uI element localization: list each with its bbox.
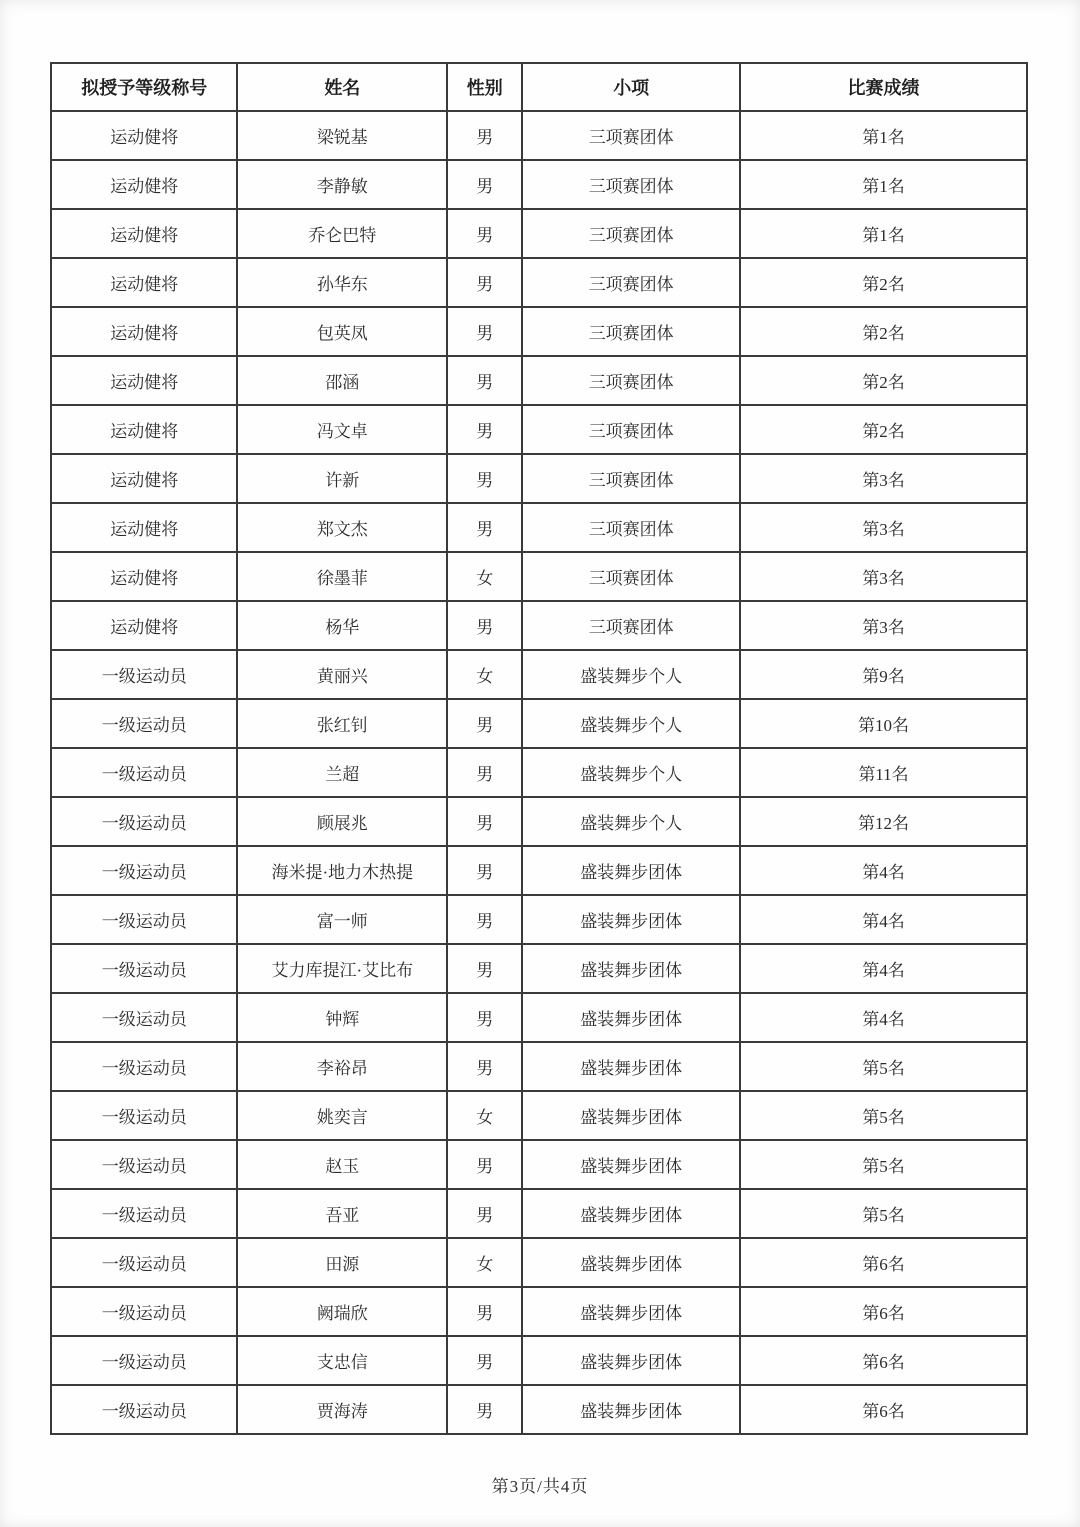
cell-gender: 男 xyxy=(447,1287,522,1336)
cell-rank-title: 运动健将 xyxy=(51,307,237,356)
cell-name: 李裕昂 xyxy=(237,1042,447,1091)
cell-event: 三项赛团体 xyxy=(522,209,740,258)
cell-gender: 男 xyxy=(447,699,522,748)
cell-name: 海米提·地力木热提 xyxy=(237,846,447,895)
cell-event: 三项赛团体 xyxy=(522,307,740,356)
cell-event: 三项赛团体 xyxy=(522,405,740,454)
cell-rank-title: 运动健将 xyxy=(51,552,237,601)
cell-event: 三项赛团体 xyxy=(522,503,740,552)
col-header-title: 拟授予等级称号 xyxy=(51,63,237,111)
cell-name: 张红钊 xyxy=(237,699,447,748)
cell-gender: 男 xyxy=(447,1189,522,1238)
table-row xyxy=(51,601,1027,650)
cell-rank-title: 一级运动员 xyxy=(51,1238,237,1287)
cell-event: 盛装舞步团体 xyxy=(522,1385,740,1434)
cell-gender: 男 xyxy=(447,748,522,797)
cell-rank-title: 一级运动员 xyxy=(51,797,237,846)
cell-gender: 男 xyxy=(447,405,522,454)
cell-event: 盛装舞步团体 xyxy=(522,993,740,1042)
cell-result: 第6名 xyxy=(740,1385,1027,1434)
cell-gender: 男 xyxy=(447,209,522,258)
cell-event: 三项赛团体 xyxy=(522,111,740,160)
cell-event: 盛装舞步团体 xyxy=(522,1287,740,1336)
cell-rank-title: 运动健将 xyxy=(51,258,237,307)
table-row xyxy=(51,503,1027,552)
cell-rank-title: 一级运动员 xyxy=(51,699,237,748)
cell-gender: 男 xyxy=(447,846,522,895)
cell-result: 第1名 xyxy=(740,209,1027,258)
cell-name: 邵涵 xyxy=(237,356,447,405)
cell-rank-title: 一级运动员 xyxy=(51,1385,237,1434)
cell-name: 孙华东 xyxy=(237,258,447,307)
cell-name: 黄丽兴 xyxy=(237,650,447,699)
page-number: 第3页/共4页 xyxy=(491,1477,589,1496)
cell-rank-title: 一级运动员 xyxy=(51,944,237,993)
cell-gender: 女 xyxy=(447,650,522,699)
cell-name: 姚奕言 xyxy=(237,1091,447,1140)
table-row xyxy=(51,356,1027,405)
cell-name: 兰超 xyxy=(237,748,447,797)
cell-result: 第3名 xyxy=(740,552,1027,601)
cell-gender: 男 xyxy=(447,601,522,650)
col-header-name: 姓名 xyxy=(237,63,447,111)
cell-rank-title: 运动健将 xyxy=(51,454,237,503)
cell-name: 钟辉 xyxy=(237,993,447,1042)
cell-gender: 男 xyxy=(447,993,522,1042)
cell-rank-title: 一级运动员 xyxy=(51,748,237,797)
cell-name: 支忠信 xyxy=(237,1336,447,1385)
col-header-gender: 性别 xyxy=(447,63,522,111)
table-row xyxy=(51,1336,1027,1385)
cell-event: 三项赛团体 xyxy=(522,356,740,405)
cell-gender: 男 xyxy=(447,160,522,209)
table-body xyxy=(51,111,1027,1434)
cell-result: 第6名 xyxy=(740,1238,1027,1287)
cell-gender: 女 xyxy=(447,552,522,601)
cell-result: 第3名 xyxy=(740,503,1027,552)
cell-gender: 男 xyxy=(447,797,522,846)
cell-event: 盛装舞步团体 xyxy=(522,846,740,895)
table-row xyxy=(51,1385,1027,1434)
cell-rank-title: 运动健将 xyxy=(51,503,237,552)
cell-result: 第9名 xyxy=(740,650,1027,699)
cell-rank-title: 一级运动员 xyxy=(51,1189,237,1238)
cell-name: 杨华 xyxy=(237,601,447,650)
cell-name: 吾亚 xyxy=(237,1189,447,1238)
cell-gender: 男 xyxy=(447,1336,522,1385)
cell-result: 第6名 xyxy=(740,1336,1027,1385)
cell-result: 第10名 xyxy=(740,699,1027,748)
table-row xyxy=(51,552,1027,601)
cell-rank-title: 运动健将 xyxy=(51,405,237,454)
table-row xyxy=(51,1238,1027,1287)
table-row xyxy=(51,258,1027,307)
table-row xyxy=(51,111,1027,160)
cell-gender: 男 xyxy=(447,258,522,307)
cell-rank-title: 一级运动员 xyxy=(51,993,237,1042)
table-row xyxy=(51,797,1027,846)
cell-event: 盛装舞步个人 xyxy=(522,748,740,797)
cell-event: 三项赛团体 xyxy=(522,454,740,503)
cell-gender: 男 xyxy=(447,503,522,552)
table-row xyxy=(51,748,1027,797)
cell-event: 三项赛团体 xyxy=(522,160,740,209)
header-row xyxy=(51,63,1027,111)
cell-event: 三项赛团体 xyxy=(522,258,740,307)
cell-result: 第5名 xyxy=(740,1140,1027,1189)
cell-result: 第11名 xyxy=(740,748,1027,797)
cell-rank-title: 一级运动员 xyxy=(51,1287,237,1336)
cell-gender: 女 xyxy=(447,1091,522,1140)
cell-event: 盛装舞步个人 xyxy=(522,650,740,699)
cell-name: 郑文杰 xyxy=(237,503,447,552)
cell-result: 第4名 xyxy=(740,944,1027,993)
cell-name: 乔仑巴特 xyxy=(237,209,447,258)
table-row xyxy=(51,944,1027,993)
cell-rank-title: 一级运动员 xyxy=(51,1091,237,1140)
cell-result: 第2名 xyxy=(740,405,1027,454)
cell-result: 第2名 xyxy=(740,258,1027,307)
cell-rank-title: 运动健将 xyxy=(51,601,237,650)
cell-gender: 男 xyxy=(447,307,522,356)
table-row xyxy=(51,1140,1027,1189)
cell-gender: 男 xyxy=(447,356,522,405)
cell-name: 李静敏 xyxy=(237,160,447,209)
cell-result: 第4名 xyxy=(740,895,1027,944)
cell-event: 三项赛团体 xyxy=(522,552,740,601)
cell-result: 第5名 xyxy=(740,1189,1027,1238)
cell-gender: 男 xyxy=(447,1385,522,1434)
col-header-result: 比赛成绩 xyxy=(740,63,1027,111)
cell-event: 盛装舞步团体 xyxy=(522,895,740,944)
cell-rank-title: 一级运动员 xyxy=(51,1042,237,1091)
cell-event: 盛装舞步团体 xyxy=(522,1091,740,1140)
cell-name: 包英凤 xyxy=(237,307,447,356)
cell-gender: 男 xyxy=(447,1042,522,1091)
cell-name: 贾海涛 xyxy=(237,1385,447,1434)
cell-event: 盛装舞步团体 xyxy=(522,1140,740,1189)
cell-result: 第5名 xyxy=(740,1091,1027,1140)
cell-name: 许新 xyxy=(237,454,447,503)
cell-name: 富一师 xyxy=(237,895,447,944)
table-row xyxy=(51,650,1027,699)
cell-rank-title: 运动健将 xyxy=(51,111,237,160)
cell-event: 盛装舞步团体 xyxy=(522,1336,740,1385)
cell-gender: 男 xyxy=(447,944,522,993)
cell-result: 第1名 xyxy=(740,160,1027,209)
cell-gender: 男 xyxy=(447,1140,522,1189)
table-row xyxy=(51,1287,1027,1336)
table-row xyxy=(51,209,1027,258)
athlete-rank-table xyxy=(50,62,1028,1435)
cell-name: 艾力库提江·艾比布 xyxy=(237,944,447,993)
table-row xyxy=(51,160,1027,209)
table-row xyxy=(51,454,1027,503)
cell-result: 第4名 xyxy=(740,846,1027,895)
table-row xyxy=(51,895,1027,944)
cell-event: 盛装舞步团体 xyxy=(522,944,740,993)
cell-result: 第1名 xyxy=(740,111,1027,160)
cell-result: 第2名 xyxy=(740,307,1027,356)
cell-result: 第2名 xyxy=(740,356,1027,405)
cell-name: 徐墨菲 xyxy=(237,552,447,601)
table-row xyxy=(51,307,1027,356)
cell-result: 第5名 xyxy=(740,1042,1027,1091)
cell-rank-title: 运动健将 xyxy=(51,209,237,258)
table-row xyxy=(51,846,1027,895)
table-row xyxy=(51,1042,1027,1091)
cell-name: 田源 xyxy=(237,1238,447,1287)
cell-result: 第12名 xyxy=(740,797,1027,846)
table-row xyxy=(51,699,1027,748)
cell-name: 阙瑞欣 xyxy=(237,1287,447,1336)
cell-result: 第4名 xyxy=(740,993,1027,1042)
cell-event: 盛装舞步个人 xyxy=(522,797,740,846)
cell-result: 第6名 xyxy=(740,1287,1027,1336)
cell-gender: 男 xyxy=(447,895,522,944)
cell-result: 第3名 xyxy=(740,601,1027,650)
cell-rank-title: 一级运动员 xyxy=(51,650,237,699)
cell-rank-title: 一级运动员 xyxy=(51,846,237,895)
cell-rank-title: 一级运动员 xyxy=(51,1140,237,1189)
cell-event: 三项赛团体 xyxy=(522,601,740,650)
cell-name: 冯文卓 xyxy=(237,405,447,454)
cell-name: 顾展兆 xyxy=(237,797,447,846)
table-row xyxy=(51,993,1027,1042)
cell-event: 盛装舞步团体 xyxy=(522,1238,740,1287)
cell-event: 盛装舞步个人 xyxy=(522,699,740,748)
cell-result: 第3名 xyxy=(740,454,1027,503)
col-header-event: 小项 xyxy=(522,63,740,111)
cell-gender: 男 xyxy=(447,111,522,160)
cell-event: 盛装舞步团体 xyxy=(522,1042,740,1091)
table-row xyxy=(51,1189,1027,1238)
cell-event: 盛装舞步团体 xyxy=(522,1189,740,1238)
cell-name: 赵玉 xyxy=(237,1140,447,1189)
table-row xyxy=(51,1091,1027,1140)
cell-rank-title: 一级运动员 xyxy=(51,1336,237,1385)
cell-rank-title: 运动健将 xyxy=(51,160,237,209)
table-row xyxy=(51,405,1027,454)
cell-name: 梁锐基 xyxy=(237,111,447,160)
cell-gender: 女 xyxy=(447,1238,522,1287)
cell-rank-title: 运动健将 xyxy=(51,356,237,405)
cell-gender: 男 xyxy=(447,454,522,503)
cell-rank-title: 一级运动员 xyxy=(51,895,237,944)
